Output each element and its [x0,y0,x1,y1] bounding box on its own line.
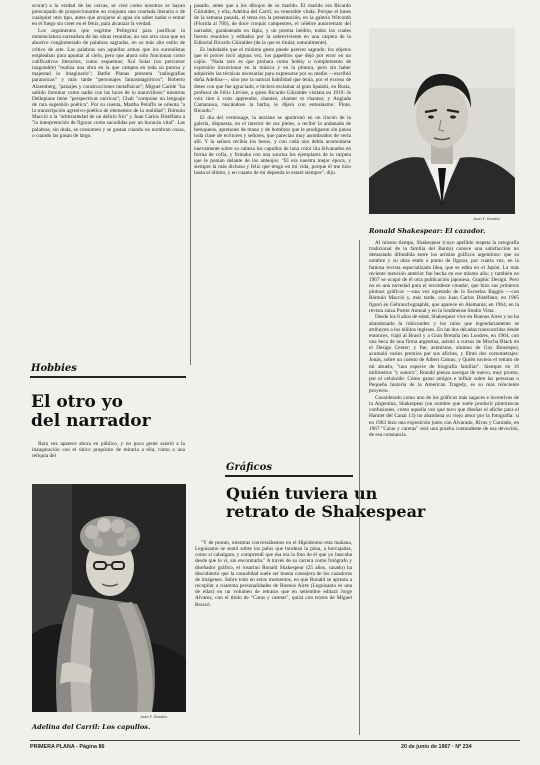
middle-column-top-text [194,3,351,443]
section-label-graficos: Gráficos [226,462,272,473]
paragraph: Desde los 8 años de edad, Shakespear vive en Buenos Aires y no ha abandonado la rubicundez y los rulos que legendariamente se atribuyen a los niñitos ingleses. En las dos décadas transcurridas desde entonces, viajó al Brasil y a Gran Bretaña (en Londres, en 1964, con una beca de una firma argentina, asistió a cursos de Mischa Black en el Design Center; y fue, asimismo, alumno de Guy Bonsiepe), acumuló varios premios por sus afiches, y filmó dos cortometrajes: Jonás, sobre un cuento de Albert Camus, y Quién tuviera el retrato de mi abuelo, "una especie de biografía familiar". Siempre en 16 milímetros "y sonoro", Ronald piensa navegar de nuevo, muy pronto, por el celuloide: Cómo ganar amigos e influir sobre las personas o Pequeña historia de la American Tragedy, es su más reluciente proyecto. [369,314,519,395]
footer-right: 20 de junio de 1967 · Nº 234 [401,744,472,750]
paragraph: Los argumentos que esgrime Pellegrini para justificar la nomenclatura surrealista de las obras reunidas, no son otra cosa que un abusivo conglomerado de palabras sagradas, en su más alto estilo de crítico de arte. Las palabras son aquellas armas que los surrealistas empleaban para apuntar al cielo, pero que ahora sólo funcionan como calificativos literarios, como esquemas; Xul Solar (un precursor inagotable) "realiza una obra en la que campea en toda su pureza y majestad lo imaginario"; Batlle Planas presenta "radiografías paranoicas" y más tarde "personajes fantasmagóricos"; Roberto Aizemberg, "paisajes y construcciones metafísicas"; Miguel Caride "ha sabido iluminar como nadie con las luces de lo maravilloso" mientras Dellepiane tiene "perspectivas oníricas"; Chab "compone un lenguaje de rara sugestión poética". Por su cuenta, Martha Peluffo se orienta "a la transcripción agresivo-poética de elementos de la realidad"; Rómulo Macció a la "arbitrariedad de un delirio frío" y Juan Carlos Distéfano a "la interpretación de figuras como sacudidas por un huracán vital". Las palabras, sin duda, se consumen y se gastan cuando no nombran cosas, o cuando las pasan de largo. [32,28,185,139]
headline-left [31,393,151,432]
section-rule [225,475,353,477]
portrait-illustration [369,28,515,214]
photo-ronald-shakespear [369,28,515,214]
middle-column-bottom-text [195,540,352,732]
photo-credit: Juan F. Bustelo [140,714,168,719]
paragraph: Considerado como uno de los gráficos más sagaces e inventivos de la Argentina, Shakespear (un nombre que suele producir pintorescas confusiones, como aquella vez que tuvo que diseñar el afiche para el Hamlet del Canal 13) no abandona su viejo amor por la fotografía: si en 1963 hizo una exposición junto con Alvarado, Rivas y Conrado, en 1967 "Caras y caretas" será una prueba contundente de esa devoción, de esa constancia. [369,394,519,438]
paragraph: Al mismo tiempo, Shakespear (cuyo apellido respeta la ortografía tradicional de la familia del Bardo) conoce una satisfacción no demasiado difundida entre los artistas gráficos argentinos: que su nombre y su obra estén a punto de figurar, por cuarta vez, en la famosa revista especializada Idea, que se edita en el Japón. La más reciente mención anterior fue hecha en ese mismo año; y también en 1967 se ocupó de él otra publicación japonesa, Graphic Design. Pero no es una novedad para el recordeste creador, que hizo sus primeros pininos gráficos —una vez egresado de la Escuelas Raggio —con Rómulo Macció y, más tarde, con Juan Carlos Distéfano; en 1965 figuró en Gebrauchsgraphik, que aparece en Alemania; en 1964, en la revista suiza Poster Annual y en la londinense Studio Vista. [369,240,519,314]
column-divider [190,5,191,365]
photo-caption-left: Adelina del Carril: Los capullos. [32,723,151,731]
paragraph: pasado, antes que a los dibujos de su marido. El marido era Ricardo Güiraldes, y ella, Adelina del Carril, su venerable viuda. Porque el lunes de la semana pasada, el tema era la presentación, en la galería Witcomb (Florida al 700), de doce croquis campestres, el célebre autorretrato del narrador, garabateado en lápiz, y un poema inédito, todos los cuales fueron reunidos y editados por la sobreviviente en una carpeta de la Editorial Ricardo Güiraldes (de la que es titular, naturalmente). [194,3,351,46]
headline-line: retrato de Shakespear [226,502,426,522]
photo-adelina-del-carril [32,484,186,712]
headline-line: Quién tuviera un [226,484,378,503]
photo-caption-right: Ronald Shakespear: El cazador. [369,227,486,235]
left-column-top-text [32,3,185,371]
paragraph: "Y de pronto, mientras conversábamos en el Hipódromo esta mañana, Leguisamo se sentó sobre los palos que bordean la pista, a horcajadas, como si cabalgara, y comprendí que ésa era la foto de él que yo buscaba desde que lo vi, sin encontrarla." A través de su carrera como fotógrafo y diseñador gráfico, el rosarino Ronald Shakespear (25 años, casado) ha descubierto que la casualidad suele ser buena consejera de los cazadores de imágenes. Sobre todo en estos momentos, en que Ronald se apresta a recopilar a cuarenta personalidades de Buenos Aires (Leguisamo es una de ellas) en un volumen de retratos que en setiembre editará Jorge Alvarez, con el título de "Caras y caretas", quizá con textos de Miguel Brascó. [195,540,352,608]
column-divider [359,240,360,735]
footer-rule [30,740,520,741]
section-rule [30,376,186,378]
photo-credit: Juan F. Bustelo [473,216,501,221]
headline-line: del narrador [31,411,151,432]
headline-line: El otro yo [31,392,123,412]
left-column-bottom-text [32,441,185,481]
footer-left: PRIMERA PLANA - Página 86 [30,744,105,750]
right-column-text [369,240,519,735]
paragraph: scorar) a la verdad de las cercas, se creó como nosotros se hayan preocupado de proporcionarme en conjunto una coartada literaria o de cualquier otro tipo, antes que arrojarse al agua sin saber nadar o entrar en el fuego sin creer en el fénix, para alcanzar la verdad. [32,3,185,28]
paragraph: Es indudable que el mínimo gesto puede parecer sagrado: los objetos que el prócer tocó alguna vez, los papelitos que dejó por error en un cajón. "Nada raro es que probara como hobby o complemento de expresión incursionar en la música y en la pintura, pero sin haber adquirido las técnicas necesarias para expresarse por su medio —escribió doña Adelina—, sino por la natural habilidad que tenía, por el exceso de dotes con que fue agraciado, e hiciera esclamar al gran Spatzki, en Rusia, profesor de Félix Litvine, a quien Ricardo Güiraldes visitara en 1910: Je vois rien à vous apprendre, chantez, chanter et chantez; y Anglada Camarassa, rascándose la barba, le dijera con entusiasmo: Pinte, Ricardo." [194,46,351,115]
paragraph: El día del vernissage, la anciana se apoltronó en un rincón de la galería, dispuesta, en el interior de sus pieles, a recibir la andanada de besuqueos, apretones de mano y de hombros que le prodigaron sin pausa toda clase de ecritores y señores, que parecían muy asombrados de verla allí. Y la señora recibía los besos, y con cada uno debía acomodarse nuevamente sobre su cabeza los capullos de lana color lila hilvanados en forma de cofia, y firmaba con una sonrisa los ejemplares de la carpeta que le ponían delante de los anteojos. "El era nuestra mejor época, y siempre la más dichosa y feliz que tengo en mi vida, porque él me hizo hasta el último, y en cuanto de mí dependa lo estaré siempre", dijo. [194,114,351,177]
paragraph: Rara vez aparece ahora en público, y no poca gente asistió a la inauguración con el único propósito de mirarla a ella, como a una reliquia del [32,441,185,460]
section-label-hobbies: Hobbies [31,363,77,374]
portrait-illustration [32,484,186,712]
